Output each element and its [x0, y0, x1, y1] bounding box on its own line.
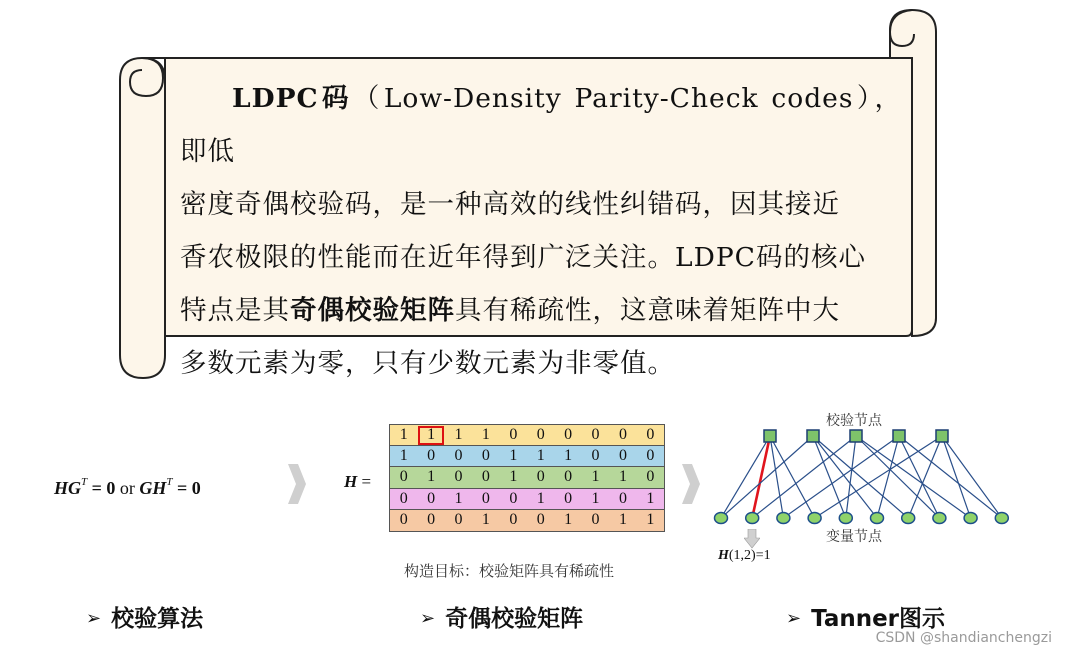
tanner-edge [877, 436, 899, 518]
matrix-cell: 0 [427, 446, 436, 464]
variable-node [808, 513, 821, 524]
matrix-cell: 1 [536, 489, 545, 507]
matrix-cell: 0 [564, 426, 573, 443]
arrow-bullet-icon: ➢ [86, 608, 102, 629]
h12-var: H [718, 548, 729, 563]
matrix-row [389, 467, 665, 489]
scroll-line-5: 多数元素为零，只有少数元素为非零值。 [180, 348, 675, 379]
matrix-label-var: H [344, 472, 358, 491]
variable-node-label: 变量节点 [826, 529, 882, 545]
scroll-line-4-a: 特点是其 [180, 295, 290, 326]
label-matrix-text: 奇偶校验矩阵 [445, 606, 584, 632]
tanner-edge [899, 436, 939, 518]
matrix-cell: 0 [618, 426, 627, 443]
matrix-row [389, 446, 665, 468]
matrix-cell: 0 [536, 426, 545, 443]
scroll-line-4-b: 具有稀疏性，这意味着矩阵中大 [455, 295, 840, 326]
matrix-cell: 1 [454, 426, 463, 443]
matrix-cell: 0 [509, 511, 518, 529]
label-tanner [786, 600, 945, 633]
arrow-bullet-icon: ➢ [786, 608, 802, 629]
matrix-cell: 1 [618, 511, 627, 529]
matrix-cell: 1 [481, 426, 490, 443]
check-node [807, 430, 819, 442]
scroll-line-1-text: （Low-Density Parity-Check codes），即低 [180, 83, 902, 167]
matrix-cell: 0 [481, 446, 490, 464]
scroll-paragraph [180, 72, 902, 390]
formula-t1: T [81, 476, 88, 488]
tanner-edge [721, 436, 770, 518]
matrix-cell: 1 [509, 468, 518, 486]
label-tanner-text: Tanner图示 [811, 606, 946, 632]
tanner-edge [856, 436, 939, 518]
matrix-caption: 构造目标：校验矩阵具有稀疏性 [404, 562, 615, 580]
matrix-row [389, 424, 665, 446]
matrix-cell: 1 [591, 489, 600, 507]
check-node [893, 430, 905, 442]
variable-node [964, 513, 977, 524]
matrix-cell: 1 [564, 511, 573, 529]
tanner-edge [815, 436, 942, 518]
chevron-right-icon [680, 462, 702, 506]
matrix-cell: 0 [454, 468, 463, 486]
variable-node [933, 513, 946, 524]
matrix-cell: 0 [536, 511, 545, 529]
matrix-cell: 0 [427, 511, 436, 529]
matrix-cell: 0 [454, 446, 463, 464]
variable-node [839, 513, 852, 524]
check-formula [54, 478, 201, 499]
tanner-edge [813, 436, 877, 518]
matrix-cell: 0 [564, 468, 573, 486]
variable-node [715, 513, 728, 524]
scroll-line-2: 密度奇偶校验码，是一种高效的线性纠错码，因其接近 [180, 189, 840, 220]
tanner-edge [813, 436, 908, 518]
formula-gh: GH [139, 478, 167, 498]
matrix-cell: 1 [454, 489, 463, 507]
matrix-cell: 0 [399, 511, 408, 529]
matrix-cell: 1 [509, 446, 518, 464]
variable-node [746, 513, 759, 524]
matrix-cell: 1 [399, 446, 408, 464]
scroll-line-1 [180, 72, 902, 178]
tanner-edge [942, 436, 971, 518]
h12-annotation [718, 548, 771, 564]
matrix-cell: 0 [591, 446, 600, 464]
label-matrix [420, 600, 583, 633]
matrix-cell: 0 [618, 489, 627, 507]
matrix-cell: 0 [536, 468, 545, 486]
matrix-cell: 0 [564, 489, 573, 507]
matrix-cell: 1 [399, 426, 408, 443]
label-algorithm-text: 校验算法 [111, 606, 204, 632]
matrix-cell: 0 [399, 489, 408, 507]
matrix-cell: 0 [646, 446, 655, 464]
matrix-cell: 1 [618, 468, 627, 486]
scroll-line-4 [180, 284, 902, 337]
formula-t2: T [166, 476, 173, 488]
matrix-row [389, 489, 665, 511]
formula-hg: HG [54, 478, 81, 498]
parity-matrix-term: 奇偶校验矩阵 [290, 295, 455, 326]
formula-eq1: = 0 [91, 478, 116, 498]
variable-node [871, 513, 884, 524]
matrix-cell: 1 [536, 446, 545, 464]
formula-eq2: = 0 [177, 478, 201, 498]
tanner-edge [846, 436, 856, 518]
check-node-label: 校验节点 [826, 413, 882, 429]
chevron-right-icon [286, 462, 308, 506]
check-node [850, 430, 862, 442]
down-arrow-icon [744, 529, 760, 549]
label-algorithm [86, 600, 203, 633]
variable-node [777, 513, 790, 524]
scroll-line-3: 香农极限的性能而在近年得到广泛关注。LDPC码的核心 [180, 242, 866, 273]
variable-node [902, 513, 915, 524]
matrix-cell: 1 [481, 511, 490, 529]
variable-node [995, 513, 1008, 524]
matrix-label [344, 472, 371, 492]
parity-check-matrix [389, 424, 665, 532]
matrix-cell: 0 [646, 468, 655, 486]
matrix-label-eq: = [357, 472, 372, 491]
matrix-cell: 1 [564, 446, 573, 464]
check-node [764, 430, 776, 442]
matrix-cell: 1 [646, 511, 655, 529]
matrix-cell: 0 [454, 511, 463, 529]
matrix-cell: 0 [399, 468, 408, 486]
matrix-cell: 0 [481, 468, 490, 486]
matrix-cell: 0 [646, 426, 655, 443]
matrix-cell: 0 [509, 489, 518, 507]
arrow-bullet-icon: ➢ [420, 608, 436, 629]
matrix-cell: 0 [591, 511, 600, 529]
matrix-cell: 1 [417, 425, 444, 445]
matrix-cell: 0 [509, 426, 518, 443]
formula-or: or [119, 478, 135, 498]
h12-rest: (1,2)=1 [728, 548, 771, 563]
matrix-row [389, 510, 665, 532]
matrix-cell: 1 [646, 489, 655, 507]
matrix-cell: 0 [481, 489, 490, 507]
ldpc-term: LDPC码 [232, 83, 353, 114]
matrix-cell: 1 [591, 468, 600, 486]
check-node [936, 430, 948, 442]
matrix-cell: 0 [618, 446, 627, 464]
matrix-cell: 0 [591, 426, 600, 443]
watermark: CSDN @shandianchengzi [875, 630, 1052, 646]
matrix-cell: 0 [427, 489, 436, 507]
matrix-cell: 1 [427, 468, 436, 486]
